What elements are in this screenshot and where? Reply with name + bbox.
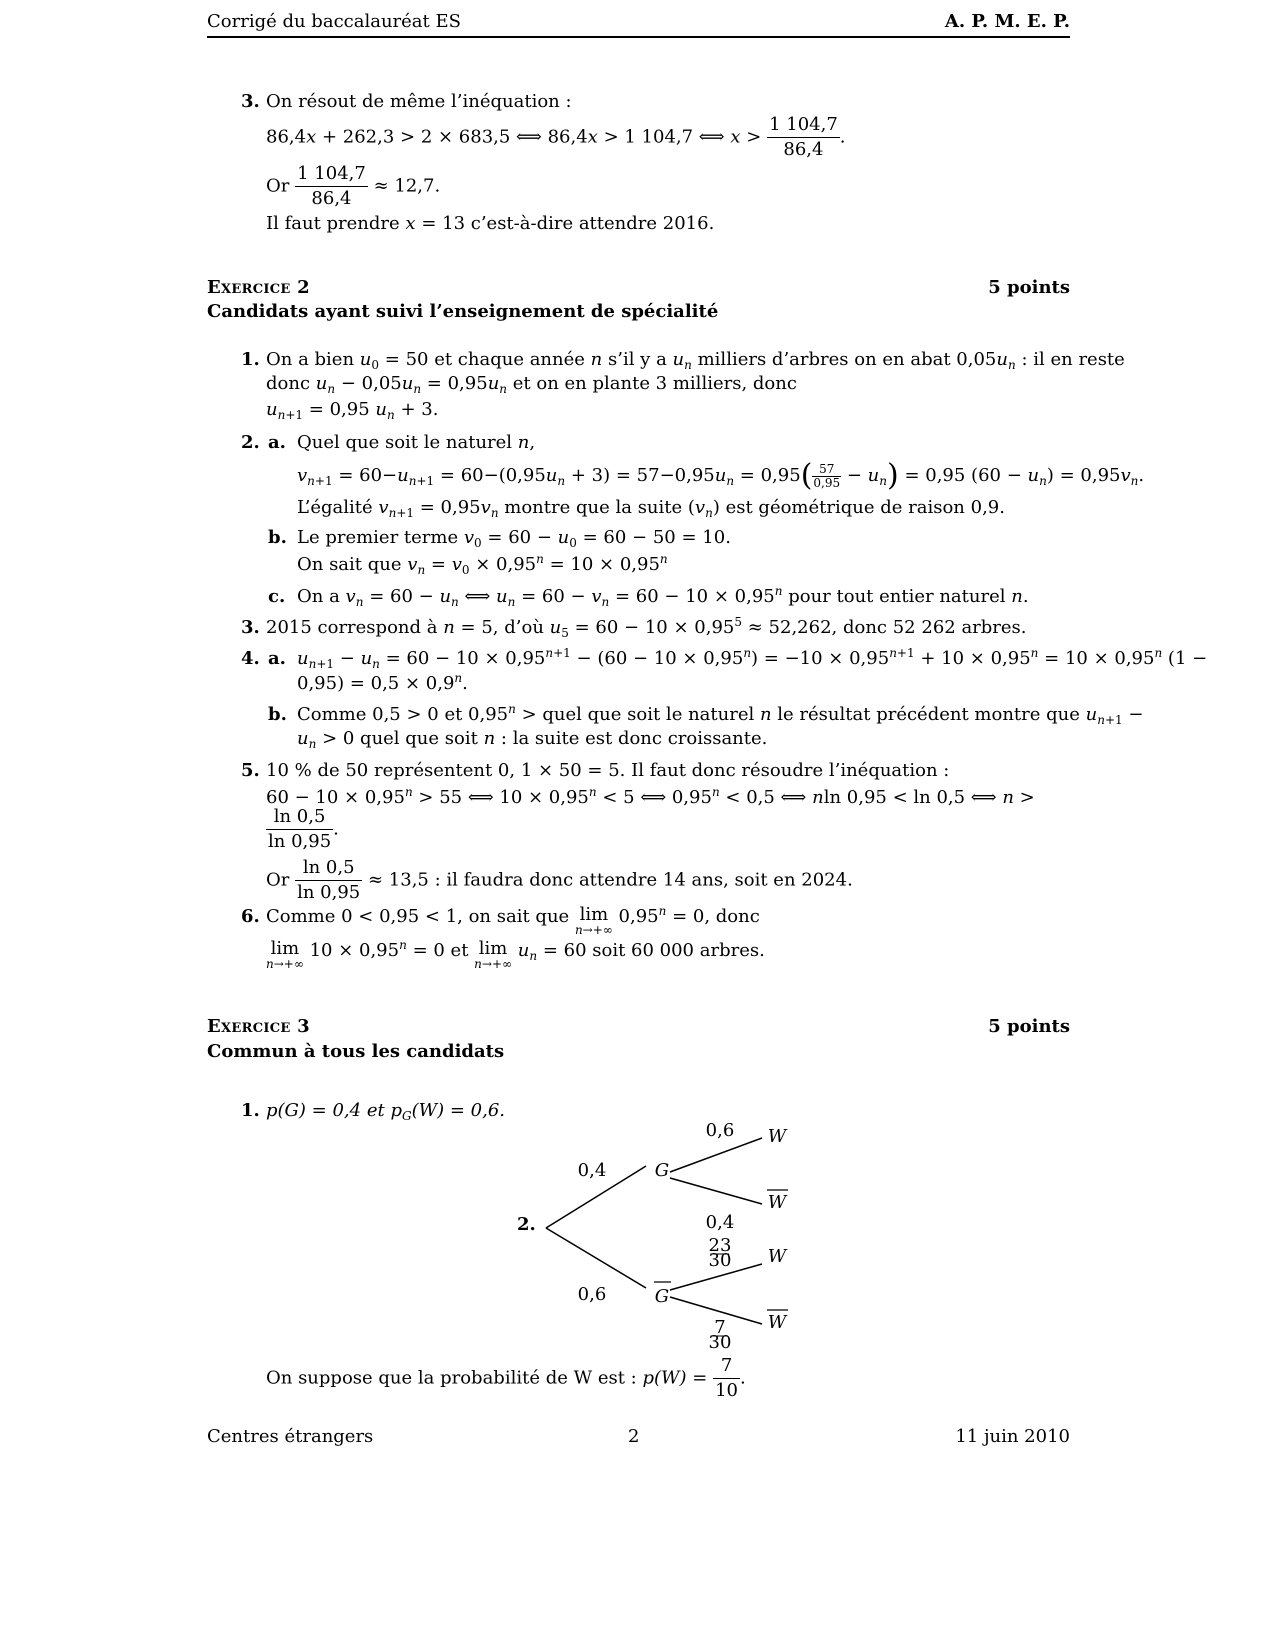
ex2-q5-line1: 10 % de 50 représentent 0, 1 × 50 = 5. Il faut donc résoudre l’inéquation :: [266, 760, 950, 781]
ex2-q6-number: 6.: [241, 906, 260, 927]
ex2-q5-fraction-line: $\frac{\ln 0,5}{\ln 0,95}$ .: [268, 806, 339, 852]
ex3-q2-number: 2.: [517, 1214, 536, 1235]
limit-3: lim n→+∞: [474, 938, 513, 971]
header-rule: [207, 36, 1070, 38]
ex2-q2-number: 2.: [241, 432, 260, 453]
ex2-q3-number: 3.: [241, 617, 260, 638]
header-left: Corrigé du baccalauréat ES: [207, 11, 461, 32]
ex2-q5-conclusion: Or $\frac{\ln 0,5}{\ln 0,95}$ ≈ 13,5 : il faudra donc attendre 14 ans, soit en 2024.: [266, 857, 853, 903]
footer-page-number: 2: [628, 1426, 640, 1447]
ex1-q3-equation: 86,4x + 262,3 > 2 × 683,5 ⟺ 86,4x > 1 104,7 ⟺ x > $\frac{1 104,7}{86,4}$ .: [266, 114, 846, 160]
ex2-q6-line1: Comme 0 < 0,95 < 1, on sait que lim n→+∞ 0,95$^n$ = 0, donc: [266, 904, 760, 937]
ex2-q2c-line: On a $v_n = 60 - u_n$ ⟺ $u_n = 60 - v_n = 60 - 10 \times 0,95^n$ pour tout entier naturel n.: [297, 584, 1029, 609]
ex1-fraction: $\frac{1 104,7}{86,4}$: [769, 114, 838, 160]
ex2-q2a-line3: L’égalité $v_{n+1} = 0,95v_n$ montre que la suite $(v_n)$ est géométrique de raison 0,9.: [297, 497, 1005, 520]
ex3-suppose-line: On suppose que la probabilité de W est : p(W) = $\frac{7}{10}$ .: [266, 1355, 746, 1401]
ex2-q2a-line1: Quel que soit le naturel n,: [297, 432, 536, 453]
ex1-q3-approx: Or $\frac{1 104,7}{86,4}$ ≈ 12,7.: [266, 163, 441, 209]
ex2-q2b-label: b.: [268, 527, 287, 548]
ex3-title: Exercice 3: [207, 1016, 310, 1037]
ex1-q3-intro: On résout de même l’inéquation :: [266, 91, 572, 112]
header-right: A. P. M. E. P.: [944, 11, 1070, 32]
ex1-q3-conclusion: Il faut prendre x = 13 c’est-à-dire attendre 2016.: [266, 213, 715, 234]
ex2-q2b-line1: Le premier terme $v_0 = 60 - u_0 = 60 - 50 = 10$.: [297, 527, 731, 550]
ex2-q6-line2: lim n→+∞ $10 \times 0,95^n = 0$ et lim n→+∞ $u_n = 60$ soit 60 000 arbres.: [266, 938, 765, 971]
ex2-q1-number: 1.: [241, 349, 260, 370]
ex2-q4b-line1: Comme 0,5 > 0 et 0,95$^n$ > quel que soit le naturel n le résultat précédent montre que $u_{n+1}$ −: [297, 702, 1144, 727]
leaf-W-2: W: [767, 1246, 787, 1267]
branch-G-notW: [670, 1178, 762, 1204]
ex3-q1-number: 1.: [241, 1100, 260, 1121]
label-p-W-given-G: 0,6: [705, 1120, 735, 1141]
ex2-subtitle: Candidats ayant suivi l’enseignement de spécialité: [207, 301, 719, 322]
ex2-q4a-line2: $0,95) = 0,5 \times 0,9^n$.: [297, 671, 468, 694]
branch-root-notG: [546, 1228, 646, 1288]
label-p-G: 0,4: [577, 1160, 607, 1181]
label-p-notW-given-G: 0,4: [705, 1212, 735, 1233]
ex2-q5-line2: $60 - 10 \times 0,95^n > 55$ ⟺ $10 \times 0,95^n < 5$ ⟺ 0,95$^n$ < 0,5 ⟺ nln 0,95 < ln 0,5 ⟺ n >: [266, 785, 1035, 808]
small-fraction-57: $\frac{57}{0,95}$: [813, 461, 841, 490]
ex2-q1-line1: On a bien $u_0 = 50$ et chaque année n s’il y a $u_n$ milliers d’arbres on en abat $0,05u_n$ : il en reste: [266, 349, 1125, 372]
leaf-notW-2: W: [767, 1312, 787, 1333]
ex2-q2a-line2: $v_{n+1} = 60-u_{n+1} = 60-(0,95u_n + 3) = 57-0,95u_n = 0,95$( $\frac{57}{0,95}$ − $u_n) = 0,95$ $(60 - u_n) = 0,95v_n$.: [297, 458, 1145, 493]
label-p-W-given-notG-num: 23: [708, 1235, 732, 1256]
ex2-q5-number: 5.: [241, 760, 260, 781]
ex2-q4a-label: a.: [268, 648, 286, 669]
label-p-W-given-notG-den: 30: [708, 1250, 732, 1271]
ex1-q3-number: 3.: [241, 91, 260, 112]
probability-tree: [530, 1120, 810, 1353]
footer-left: Centres étrangers: [207, 1426, 374, 1447]
ex2-q2a-label: a.: [268, 432, 286, 453]
ex2-q1-line3: $u_{n+1} = 0,95$ $u_n + 3$.: [266, 399, 439, 422]
node-G: G: [654, 1160, 670, 1181]
leaf-W-1: W: [767, 1126, 787, 1147]
leaf-notW-1: W: [767, 1192, 787, 1213]
ex2-q4-number: 4.: [241, 648, 260, 669]
ex2-q2c-label: c.: [268, 586, 286, 607]
ex2-points: 5 points: [988, 277, 1070, 298]
label-p-notW-given-notG-den: 30: [708, 1332, 732, 1353]
ex3-q1-line: p(G) = 0,4 et $p_G(W) = 0,6$.: [266, 1100, 505, 1123]
label-p-notG: 0,6: [577, 1284, 607, 1305]
node-notG: G: [654, 1286, 670, 1307]
ex2-q4a-line1: $u_{n+1} - u_n = 60 - 10 \times 0,95^{n+1} - (60 - 10 \times 0,95^n) = -10 \times 0,95^{n+1} + 10 \times 0,95^n = 10 \times 0,95^n$ (1 −: [297, 646, 1208, 671]
ex2-q3-line: 2015 correspond à n = 5, d’où $u_5 = 60 - 10 \times 0,95^5 \approx 52,262$, donc 52 262 arbres.: [266, 615, 1027, 640]
limit-2: lim n→+∞: [266, 938, 304, 971]
ex2-q4b-line2: $u_n > 0$ quel que soit n : la suite est donc croissante.: [297, 728, 768, 751]
branch-G-W: [670, 1138, 762, 1172]
ex3-points: 5 points: [988, 1016, 1070, 1037]
label-p-notW-given-notG-num: 7: [714, 1317, 726, 1338]
footer-right: 11 juin 2010: [955, 1426, 1070, 1447]
limit-1: lim n→+∞: [574, 904, 613, 937]
ex3-subtitle: Commun à tous les candidats: [207, 1041, 505, 1062]
ex2-q1-line2: donc $u_n - 0,05u_n = 0,95u_n$ et on en plante 3 milliers, donc: [266, 373, 797, 396]
ex2-q2b-line2: On sait que $v_n = v_0 \times 0,95^n = 10 \times 0,95^n$: [297, 552, 668, 577]
ex2-q4b-label: b.: [268, 704, 287, 725]
ex2-title: Exercice 2: [207, 277, 310, 298]
